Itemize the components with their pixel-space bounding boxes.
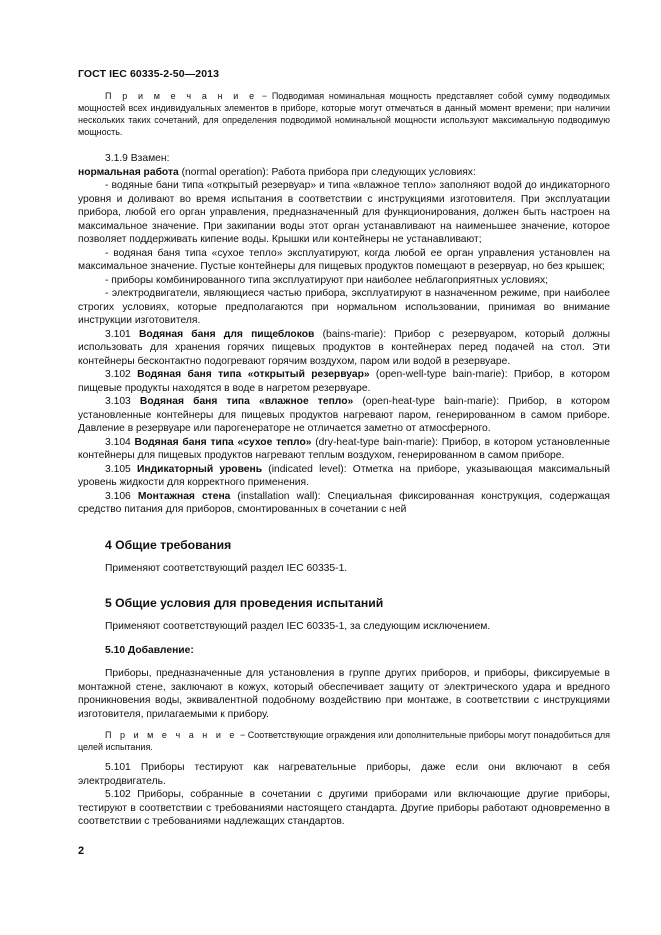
note-text: − Соответствующие ограждения или дополнительные приборы могут понадобиться для целей испытания. [78,730,610,752]
section-4-text: Применяют соответствующий раздел IEC 60335-1. [105,562,348,574]
def-text: (installation wall): Специальная фиксированная конструкция, содержащая средство питания для приборов, смонтированных в сочетании с ней [78,490,610,515]
section-5-text: Применяют соответствующий раздел IEC 60335-1, за следующим исключением. [105,621,491,632]
def-term: Водяная баня типа «открытый резервуар» [137,369,370,380]
definition-3-103 [78,395,610,436]
def-term: Водяная баня типа «сухое тепло» [134,436,312,448]
definition-3-104 [78,436,610,463]
def-number: 3.106 [105,490,138,502]
page-number: 2 [78,845,85,857]
def-term: Монтажная стена [137,490,231,502]
def-number: 3.105 [105,463,137,475]
clause-5-102: 5.102 Приборы, собранные в сочетании с другими приборами или включающие другие приборы, тестируют в соответствии с требованиями настоящего стандарта. Другие приборы работают одновременно в соответствии с требованиями надлежащих стандартов. [78,789,610,827]
condition-item: - электродвигатели, являющиеся частью прибора, эксплуатируют в назначенном режиме, при наиболее строгих условиях, которые предполагаются при нормальном использовании, принимая во внимание инструкции изготовителя. [78,288,610,326]
clause-3-1-9-head: 3.1.9 Взамен: [105,153,170,164]
definition-3-105 [78,463,610,490]
def-text: (open-heat-type bain-marie): Прибор, в котором установленные контейнеры для пищевых продуктов нагревают паром, генерированном в самом приборе. Давление в резервуаре или парогенераторе не отличается заметно от атмосферного. [78,396,610,434]
note-text: − Подводимая номинальная мощность представляет собой сумму подводимых мощностей всех индивидуальных элементов в приборе, которые могут отмечаться в данный момент времени; при наличии нескольких таких сочетаний, для определения подводимой номинальной мощности используют максимальную подводимую мощность. [78,91,610,137]
clause-5-101: 5.101 Приборы тестируют как нагревательные приборы, даже если они включают в себя электродвигатель. [78,762,610,787]
definition-3-101 [78,328,610,369]
note-testing [78,729,610,753]
clause-5-10-text: Приборы, предназначенные для установления в группе других приборов, и приборы, фиксируемые в монтажной стене, заключают в кожух, который обеспечивает защиту от электрического удара и вредного проникновения воды, эквивалентной подобному воздействию при монтаже, в соответствии с инструкциями изготовителя, прилагаемыми к прибору. [78,668,610,720]
def-text: (dry-heat-type bain-marie): Прибор, в котором установленные контейнеры для пищевых продуктов нагревают теплым воздухом, генерированном в самом приборе. [78,436,610,461]
def-number: 3.104 [105,436,135,448]
def-term: Водяная баня для пищеблоков [138,328,315,340]
definition-3-106 [78,490,610,517]
condition-item: - водяные бани типа «открытый резервуар» и типа «влажное тепло» заполняют водой до индикаторного уровня и доливают во время испытания в соответствии с инструкциями изготовителя. При эксплуатации прибора, любой его орган управления, предназначенный для функционирования, должен быть настроен на максимальное значение. При закипании воды этот орган устанавливают на наименьшее значение, которое позволяет поддерживать кипение воды. Крышки или контейнеры не устанавливают; [78,180,610,245]
note-label: П р и м е ч а н и е [105,91,258,101]
section-5-title: 5 Общие условия для проведения испытаний [105,596,384,610]
clause-3-1-9-def [78,166,610,180]
def-number: 3.103 [105,396,140,407]
page-content [78,90,610,829]
condition-item: - приборы комбинированного типа эксплуатируют при наиболее неблагоприятных условиях; [105,274,548,286]
document-header: ГОСТ IEC 60335-2-50—2013 [78,68,220,80]
def-number: 3.101 [105,328,139,340]
section-4-title: 4 Общие требования [105,537,232,552]
note-power [78,90,610,138]
clause-5-10-head: 5.10 Добавление: [105,644,194,656]
definition-3-102 [78,368,610,395]
def-text: (normal operation): Работа прибора при следующих условиях: [178,166,476,178]
term-normal-operation: нормальная работа [78,166,179,178]
condition-item: - водяная баня типа «сухое тепло» эксплуатируют, когда любой ее орган управления установлен на максимальное значение. Пустые контейнеры для пищевых продуктов помещают в резервуар, но без крышек; [78,247,610,272]
def-number: 3.102 [105,369,138,380]
def-text: (indicated level): Отметка на приборе, указывающая максимальный уровень жидкости для корректного применения. [78,463,610,488]
def-text: (open-well-type bain-marie): Прибор, в котором пищевые продукты находятся в воде в нагретом резервуаре. [78,369,610,394]
note-label: П р и м е ч а н и е [105,730,238,740]
def-term: Индикаторный уровень [136,463,263,475]
def-term: Водяная баня типа «влажное тепло» [139,396,354,407]
def-text: (bains-marie): Прибор с резервуаром, который должны использовать для хранения горячих пищевых продуктов в контейнерах перед подачей на стол. Эти контейнеры бесконтактно подогревают горячим воздухом, паром или водой в резервуаре. [78,328,610,367]
